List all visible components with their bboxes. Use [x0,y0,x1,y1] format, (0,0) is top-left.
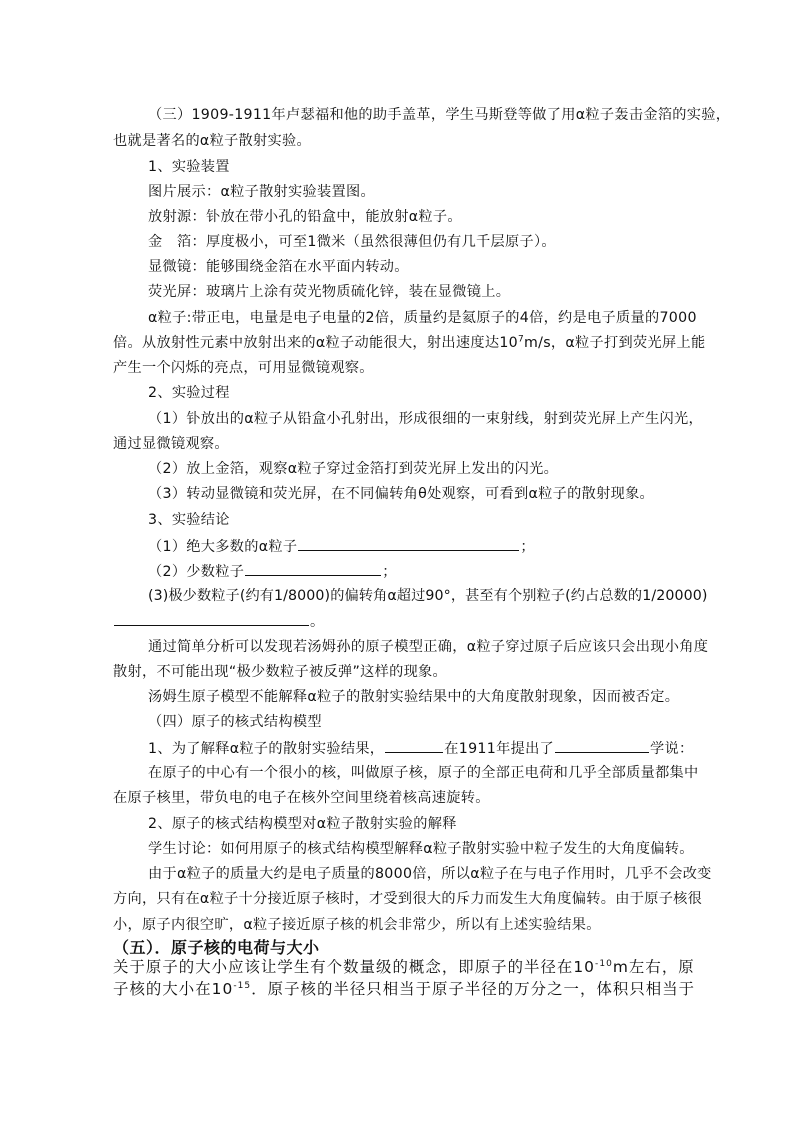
process-step2: （2）放上金箔，观察α粒子穿过金箔打到荧光屏上发出的闪光。 [148,461,559,477]
apparatus-heading: 1、实验装置 [148,159,230,175]
apparatus-microscope: 显微镜：能够围绕金箔在水平面内转动。 [148,259,409,275]
analysis-p2: 汤姆生原子模型不能解释α粒子的散射实验结果中的大角度散射现象，因而被否定。 [148,689,680,705]
process-step3: （3）转动显微镜和荧光屏，在不同偏转角θ处观察，可看到α粒子的散射现象。 [148,486,655,502]
section4-discussion: 学生讨论：如何用原子的核式结构模型解释α粒子散射实验中粒子发生的大角度偏转。 [148,841,694,857]
section4-question1: 1、为了解释α粒子的散射实验结果， 在1911年提出了 学说： [148,737,694,758]
answer-blank[interactable] [385,737,443,753]
apparatus-source: 放射源：钋放在带小孔的铅盒中，能放射α粒子。 [148,209,462,225]
analysis-p1-line1: 通过简单分析可以发现若汤姆孙的原子模型正确，α粒子穿过原子后应该只会出现小角度 [148,639,709,655]
alpha-desc-line1: α粒子:带正电，电量是电子电量的2倍，质量约是氦原子的4倍，约是电子质量的7000 [148,310,697,326]
conclusion-item1: （1）绝大多数的α粒子 ； [148,535,535,556]
process-step1-line1: （1）钋放出的α粒子从铅盒小孔射出，形成很细的一束射线，射到荧光屏上产生闪光， [148,411,704,427]
section4-explanation-line3: 小，原子内很空旷，α粒子接近原子核的机会非常少，所以有上述实验结果。 [113,917,601,933]
conclusion-item3-line2: 。 [113,610,325,631]
apparatus-foil: 金 箔：厚度极小，可至1微米（虽然很薄但仍有几千层原子）。 [148,234,556,250]
analysis-p1-line2: 散射，不可能出现“极少数粒子被反弹”这样的现象。 [113,664,448,680]
section5-line1: 关于原子的大小应该让学生有个数量级的概念，即原子的半径在$10^{-10}m$左右，原 [113,958,695,976]
section3-line1: （三）1909-1911年卢瑟福和他的助手盖革，学生马斯登等做了用α粒子轰击金箔的实验， [148,107,731,123]
section4-heading: （四）原子的核式结构模型 [148,714,322,730]
answer-blank[interactable] [555,737,649,753]
alpha-desc-line3: 产生一个闪烁的亮点，可用显微镜观察。 [113,360,374,376]
section4-explanation-line1: 由于α粒子的质量大约是电子质量的8000倍，所以α粒子在与电子作用时，几乎不会改变 [148,866,712,882]
answer-blank[interactable] [114,610,309,626]
process-step1-line2: 通过显微镜观察。 [113,436,229,452]
answer-blank[interactable] [245,560,381,576]
conclusion-item3-line1: (3)极少数粒子(约有1/8000)的偏转角α超过90°，甚至有个别粒子(约占总数的1/20000) [148,588,708,604]
section4-desc-line2: 在原子核里，带负电的电子在核外空间里绕着核高速旋转。 [113,790,490,806]
apparatus-screen: 荧光屏：玻璃片上涂有荧光物质硫化锌，装在显微镜上。 [148,284,511,300]
section5-heading: （五）．原子核的电荷与大小 [113,938,320,957]
conclusion-heading: 3、实验结论 [148,512,230,528]
section4-question2: 2、原子的核式结构模型对α粒子散射实验的解释 [148,816,457,832]
section3-line2: 也就是著名的α粒子散射实验。 [113,133,311,149]
process-heading: 2、实验过程 [148,385,230,401]
section4-explanation-line2: 方向，只有在α粒子十分接近原子核时，才受到很大的斥力而发生大角度偏转。由于原子核很 [113,891,703,907]
conclusion-item2: （2）少数粒子 ； [148,560,397,581]
apparatus-picture: 图片展示：α粒子散射实验装置图。 [148,184,375,200]
answer-blank[interactable] [298,535,519,551]
section5-line2: 子核的大小在$10^{-15}$．原子核的半径只相当于原子半径的万分之一，体积只相当于 [113,980,696,998]
section4-desc-line1: 在原子的中心有一个很小的核，叫做原子核，原子的全部正电荷和几乎全部质量都集中 [148,765,699,781]
alpha-desc-line2: 倍。从放射性元素中放射出来的α粒子动能很大，射出速度达$10^7m/s$，α粒子打到荧光屏上能 [113,334,706,351]
